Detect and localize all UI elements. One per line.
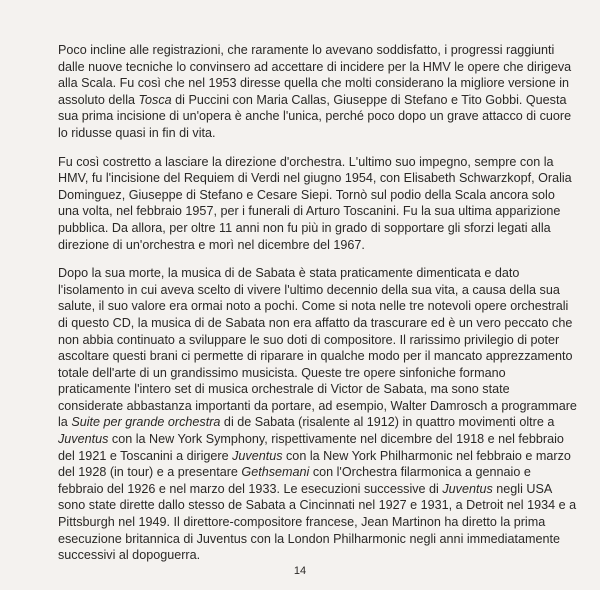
page-number: 14 bbox=[293, 565, 307, 577]
italic-title: Juventus bbox=[58, 432, 109, 447]
text-run: con l'Orchestra filarmonica a gennaio e febbraio del 1926 e nel marzo del 1933. Le esecuzioni successive di bbox=[58, 465, 531, 496]
text-run: con la New York Symphony, rispettivamente nel dicembre del 1918 e nel febbraio del 1921 e Toscanini a dirigere bbox=[58, 432, 564, 463]
text-run: Fu così costretto a lasciare la direzione d'orchestra. L'ultimo suo impegno, sempre con la HMV, fu l'incisione del Requiem di Verdi nel giugno 1954, con Elisabeth Schwarzkopf, Oralia Dominguez, Giuseppe di Stefano e Cesare Siepi. Tornò sul podio della Scala ancora solo una volta, nel febbraio 1957, per i funerali di Arturo Toscanini. Fu la sua ultima apparizione pubblica. Da allora, per oltre 11 anni non fu più in grado di sopportare gli sforzi legati alla direzione di un'orchestra e morì nel dicembre del 1967. bbox=[58, 154, 572, 252]
italic-title: Juventus bbox=[442, 481, 493, 496]
italic-title: Gethsemani bbox=[241, 465, 310, 480]
body-text bbox=[58, 42, 578, 576]
text-run: con la New York Philharmonic nel febbraio e marzo del 1928 (in tour) e a presentare bbox=[58, 448, 571, 480]
text-run: di de Sabata (risalente al 1912) in quattro movimenti oltre a bbox=[220, 415, 555, 430]
text-run: negli USA sono state dirette dallo stesso de Sabata a Cincinnati nel 1927 e 1931, a Detroit nel 1934 e a Pittsburgh nel 1949. Il direttore-compositore francese, Jean Martinon ha diretto la prima esecuzione britannica di Juventus con la London Philharmonic negli anni immediatamente successivi al dopoguerra. bbox=[58, 481, 577, 563]
italic-title: Suite per grande orchestra bbox=[71, 415, 221, 430]
italic-title: Juventus bbox=[232, 448, 283, 463]
text-run: di Puccini con Maria Callas, Giuseppe di Stefano e Tito Gobbi. Questa sua prima incisione di un'opera è anche l'unica, perché poco dopo un grave attacco di cuore lo ridusse quasi in fin di vita. bbox=[58, 92, 572, 140]
italic-title: Tosca bbox=[138, 92, 172, 107]
text-run: Poco incline alle registrazioni, che raramente lo avevano soddisfatto, i progressi raggiunti dalle nuove tecniche lo convinsero ad accettare di incidere per la HMV le opere che dirigeva alla Scala. Fu così che nel 1953 diresse quella che molti considerano la migliore versione in assoluto della bbox=[58, 43, 572, 107]
paragraph-3 bbox=[58, 265, 578, 564]
paragraph-2 bbox=[58, 154, 578, 254]
paragraph-1 bbox=[58, 42, 578, 142]
text-run: Dopo la sua morte, la musica di de Sabata è stata praticamente dimenticata e dato l'isolamento in cui aveva scelto di vivere l'ultimo decennio della sua vita, a causa della sua salute, il suo valore era ormai noto a pochi. Come si nota nelle tre notevoli opere orchestrali di questo CD, la musica di de Sabata non era affatto da trascurare ed è un vero peccato che non abbia continuato a sviluppare le suo doti di compositore. Il rarissimo privilegio di poter ascoltare questi brani ci permette di riparare in qualche modo per il mancato apprezzamento totale dell'arte di un grandissimo musicista. Queste tre opere sinfoniche formano praticamente l'intero set di musica orchestrale di Victor de Sabata, ma sono state considerate abbastanza importanti da portare, ad esempio, Walter Damrosch a programmare la bbox=[58, 266, 577, 430]
